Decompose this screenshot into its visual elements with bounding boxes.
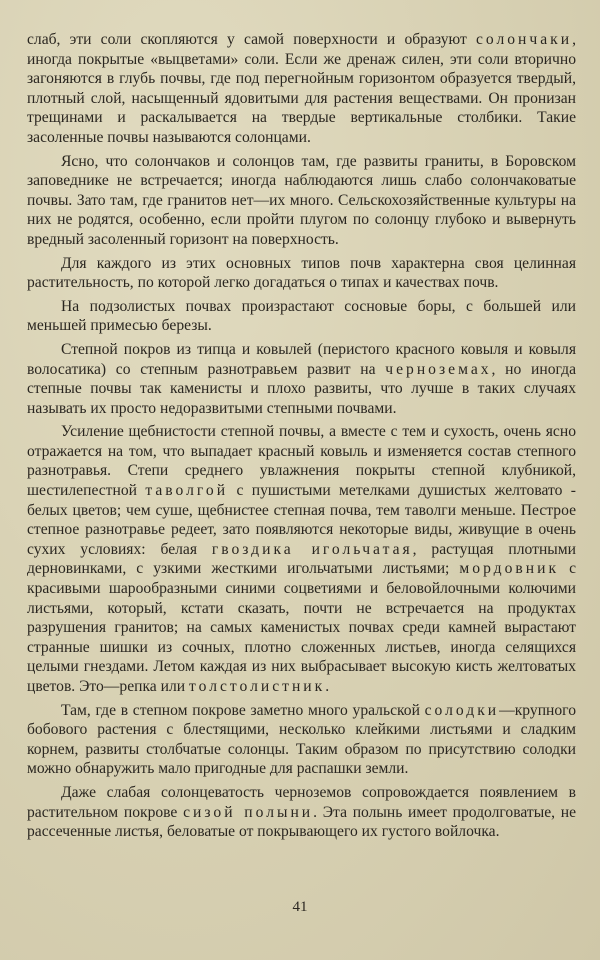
page-number: 41	[292, 899, 308, 915]
paragraph	[27, 783, 576, 842]
paragraph	[27, 30, 576, 148]
paragraph	[27, 340, 576, 418]
paragraph	[27, 254, 576, 293]
paragraph	[27, 422, 576, 696]
spaced-term: мордовник	[459, 560, 560, 578]
text-run: Степной покров из типца и ковылей (перистого красного ковыля и ковыля волосатика) со степным разнотравьем развит на	[27, 340, 576, 378]
text-run: , но иногда степные почвы так каменисты и плохо развиты, что лучше в таких случаях называть их просто недоразвитыми степными почвами.	[27, 360, 576, 417]
text-run: Усиление щебнистости степной почвы, а вместе с тем и сухость, очень ясно отражается на том, что выпадает красный ковыль и изменяется состав степного разнотравья. Степи среднего увлажнения покрыты степной клубникой, шестилепестной	[27, 423, 576, 500]
paragraph	[27, 297, 576, 336]
spaced-term: таволгой	[145, 482, 229, 500]
text-run: —крупного бобового растения с блестящими, несколько клейкими листьями и сладким корнем, развиты столбчатые солонцы. Таким образом по присутствию солодки можно обнаружить мало пригодные для распашки земли.	[27, 701, 576, 778]
text-run: . Эта полынь имеет продолговатые, не рассеченные листья, беловатые от покрывающего их густого войлочка.	[27, 803, 576, 841]
text-run: слаб, эти соли скопляются у самой поверхности и образуют	[27, 31, 476, 48]
text-run: , иногда покрытые «выцветами» соли. Если же дренаж силен, эти соли вторично загоняются в глубь почвы, где под перегнойным горизонтом образуется твердый, плотный слой, насыщенный ядовитыми для растения веществами. Он пронизан трещинами и раскалывается на твердые вертикальные столбики. Такие засоленные почвы называются солонцами.	[27, 31, 576, 146]
text-run: , растущая плотными дерновинками, с узкими жесткими игольчатыми листьями;	[27, 540, 576, 578]
text-run: Для каждого из этих основных типов почв характерна своя целинная растительность, по которой легко догадаться о типах и качествах почв.	[27, 254, 576, 292]
text-run: .	[325, 678, 330, 695]
spaced-term: толстолистник	[189, 678, 326, 695]
paragraph	[27, 701, 576, 779]
text-run: Даже слабая солонцеватость черноземов сопровождается появлением в растительном покрове	[27, 783, 576, 821]
spaced-term: гвоздика игольчатая	[211, 540, 413, 558]
paragraph	[27, 152, 576, 250]
text-run: Там, где в степном покрове заметно много уральской	[61, 701, 425, 719]
body-text	[27, 30, 576, 842]
spaced-term: черноземах	[385, 360, 492, 378]
text-run: с пушистыми метелками душистых желтовато - белых цветов; чем суше, щебнистее степная почва, тем таволги меньше. Пестрое степное разнотравье редеет, зато появляются некоторые виды, живущие в очень сухих условиях: белая	[27, 482, 576, 558]
spaced-term: солончаки	[475, 31, 573, 48]
text-run: Ясно, что солончаков и солонцов там, где развиты граниты, в Боровском заповеднике не встречается; иногда наблюдаются лишь слабо солончаковатые почвы. Зато там, где гранитов нет—их много. Сельскохозяйственные культуры на них не родятся, особенно, если пройти плугом по солонцу глубоко и вывернуть вредный засоленный горизонт на поверхность.	[27, 152, 576, 248]
text-run: На подзолистых почвах произрастают сосновые боры, с большей или меньшей примесью березы.	[27, 297, 576, 335]
text-run: с красивыми шарообразными синими соцветиями и беловойлочными колючими листьями, который, кстати сказать, почти не встречается на продуктах разрушения гранитов; на самых каменистых почвах среди камней вырастают странные шишки из сочных, плотно сложенных листьев, иногда селящихся целыми гнездами. Летом каждая из них выбрасывает высокую кисть желтоватых цветов. Это—репка или	[27, 560, 577, 695]
spaced-term: солодки	[424, 701, 500, 719]
spaced-term: сизой полыни	[183, 803, 314, 821]
